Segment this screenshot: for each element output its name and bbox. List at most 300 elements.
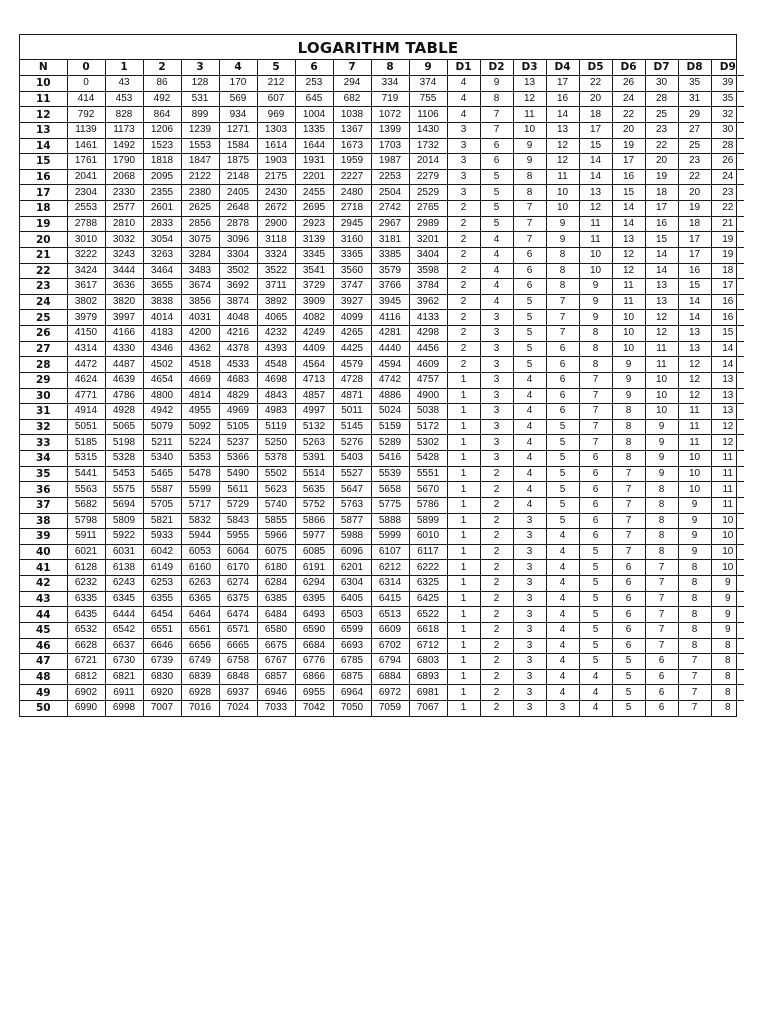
mean-difference-cell: 4 (579, 685, 612, 701)
log-value-cell: 4378 (219, 341, 257, 357)
mean-difference-cell: 3 (480, 357, 513, 373)
mean-difference-cell: 3 (513, 669, 546, 685)
mean-difference-cell: 8 (711, 701, 744, 716)
mean-difference-cell: 18 (678, 216, 711, 232)
log-value-cell: 4298 (409, 326, 447, 342)
log-value-cell: 3945 (371, 294, 409, 310)
log-value-cell: 5051 (67, 419, 105, 435)
log-value-cell: 6335 (67, 591, 105, 607)
log-value-cell: 3522 (257, 263, 295, 279)
row-number: 31 (20, 404, 67, 420)
log-value-cell: 5315 (67, 451, 105, 467)
mean-difference-cell: 7 (579, 372, 612, 388)
log-value-cell: 3674 (181, 279, 219, 295)
mean-difference-cell: 9 (678, 513, 711, 529)
log-value-cell: 2625 (181, 201, 219, 217)
log-value-cell: 1987 (371, 154, 409, 170)
row-number: 32 (20, 419, 67, 435)
mean-difference-cell: 8 (678, 576, 711, 592)
log-value-cell: 4265 (333, 326, 371, 342)
row-number: 45 (20, 622, 67, 638)
column-header: 8 (371, 60, 409, 76)
log-value-cell: 4594 (371, 357, 409, 373)
mean-difference-cell: 12 (546, 154, 579, 170)
mean-difference-cell: 5 (579, 591, 612, 607)
log-value-cell: 6702 (371, 638, 409, 654)
log-value-cell: 2227 (333, 169, 371, 185)
mean-difference-cell: 1 (447, 622, 480, 638)
log-value-cell: 1732 (409, 138, 447, 154)
log-value-cell: 6304 (333, 576, 371, 592)
mean-difference-cell: 6 (546, 372, 579, 388)
log-value-cell: 3181 (371, 232, 409, 248)
mean-difference-cell: 4 (546, 638, 579, 654)
log-value-cell: 6053 (181, 544, 219, 560)
log-value-cell: 3598 (409, 263, 447, 279)
log-value-cell: 2923 (295, 216, 333, 232)
log-value-cell: 3096 (219, 232, 257, 248)
mean-difference-cell: 4 (546, 560, 579, 576)
log-value-cell: 6684 (295, 638, 333, 654)
log-value-cell: 4456 (409, 341, 447, 357)
table-row (20, 326, 744, 342)
mean-difference-cell: 9 (678, 544, 711, 560)
log-value-cell: 5647 (333, 482, 371, 498)
row-number: 20 (20, 232, 67, 248)
log-value-cell: 3784 (409, 279, 447, 295)
log-value-cell: 2279 (409, 169, 447, 185)
mean-difference-cell: 12 (711, 435, 744, 451)
mean-difference-cell: 15 (678, 279, 711, 295)
log-value-cell: 5955 (219, 529, 257, 545)
log-value-cell: 3692 (219, 279, 257, 295)
row-number: 22 (20, 263, 67, 279)
row-number: 10 (20, 76, 67, 92)
mean-difference-cell: 4 (480, 294, 513, 310)
log-value-cell: 5263 (295, 435, 333, 451)
log-value-cell: 4969 (219, 404, 257, 420)
log-value-cell: 4728 (333, 372, 371, 388)
log-value-cell: 5172 (409, 419, 447, 435)
log-value-cell: 6646 (143, 638, 181, 654)
log-value-cell: 5977 (295, 529, 333, 545)
log-value-cell: 3404 (409, 247, 447, 263)
log-value-cell: 5705 (143, 497, 181, 513)
log-value-cell: 3483 (181, 263, 219, 279)
log-value-cell: 6345 (105, 591, 143, 607)
log-value-cell: 7042 (295, 701, 333, 716)
log-value-cell: 4771 (67, 388, 105, 404)
log-value-cell: 5065 (105, 419, 143, 435)
row-number: 30 (20, 388, 67, 404)
mean-difference-cell: 23 (645, 122, 678, 138)
log-value-cell: 1038 (333, 107, 371, 123)
mean-difference-cell: 6 (513, 247, 546, 263)
log-value-cell: 4742 (371, 372, 409, 388)
mean-difference-cell: 8 (546, 263, 579, 279)
log-value-cell: 0 (67, 76, 105, 92)
log-value-cell: 6981 (409, 685, 447, 701)
log-value-cell: 6222 (409, 560, 447, 576)
mean-difference-cell: 6 (579, 451, 612, 467)
log-value-cell: 6590 (295, 622, 333, 638)
log-value-cell: 43 (105, 76, 143, 92)
log-value-cell: 4440 (371, 341, 409, 357)
mean-difference-cell: 1 (447, 482, 480, 498)
log-value-cell: 2122 (181, 169, 219, 185)
log-value-cell: 755 (409, 91, 447, 107)
table-row (20, 232, 744, 248)
column-header: D2 (480, 60, 513, 76)
mean-difference-cell: 5 (612, 669, 645, 685)
log-value-cell: 5119 (257, 419, 295, 435)
mean-difference-cell: 8 (612, 435, 645, 451)
log-value-cell: 4200 (181, 326, 219, 342)
mean-difference-cell: 4 (513, 451, 546, 467)
mean-difference-cell: 20 (612, 122, 645, 138)
mean-difference-cell: 12 (678, 372, 711, 388)
log-value-cell: 6571 (219, 622, 257, 638)
table-row (20, 466, 744, 482)
mean-difference-cell: 22 (645, 138, 678, 154)
mean-difference-cell: 9 (711, 591, 744, 607)
row-number: 24 (20, 294, 67, 310)
mean-difference-cell: 5 (480, 185, 513, 201)
mean-difference-cell: 10 (711, 529, 744, 545)
mean-difference-cell: 4 (546, 622, 579, 638)
log-value-cell: 3032 (105, 232, 143, 248)
log-value-cell: 4014 (143, 310, 181, 326)
row-number: 13 (20, 122, 67, 138)
mean-difference-cell: 7 (678, 669, 711, 685)
log-value-cell: 212 (257, 76, 295, 92)
mean-difference-cell: 7 (579, 419, 612, 435)
mean-difference-cell: 4 (480, 247, 513, 263)
mean-difference-cell: 7 (480, 122, 513, 138)
mean-difference-cell: 3 (513, 544, 546, 560)
mean-difference-cell: 2 (480, 513, 513, 529)
mean-difference-cell: 9 (645, 466, 678, 482)
log-value-cell: 5623 (257, 482, 295, 498)
mean-difference-cell: 26 (612, 76, 645, 92)
mean-difference-cell: 6 (579, 513, 612, 529)
log-value-cell: 5490 (219, 466, 257, 482)
mean-difference-cell: 1 (447, 576, 480, 592)
log-value-cell: 5328 (105, 451, 143, 467)
mean-difference-cell: 19 (711, 232, 744, 248)
log-value-cell: 2330 (105, 185, 143, 201)
log-value-cell: 86 (143, 76, 181, 92)
mean-difference-cell: 14 (711, 357, 744, 373)
log-value-cell: 3139 (295, 232, 333, 248)
log-value-cell: 4487 (105, 357, 143, 373)
mean-difference-cell: 1 (447, 435, 480, 451)
log-value-cell: 6010 (409, 529, 447, 545)
log-value-cell: 2095 (143, 169, 181, 185)
log-value-cell: 6821 (105, 669, 143, 685)
log-value-cell: 3838 (143, 294, 181, 310)
mean-difference-cell: 12 (546, 138, 579, 154)
log-value-cell: 2878 (219, 216, 257, 232)
log-value-cell: 6964 (333, 685, 371, 701)
log-value-cell: 2068 (105, 169, 143, 185)
log-value-cell: 4786 (105, 388, 143, 404)
mean-difference-cell: 8 (546, 247, 579, 263)
mean-difference-cell: 2 (447, 310, 480, 326)
table-row (20, 185, 744, 201)
mean-difference-cell: 3 (513, 529, 546, 545)
log-value-cell: 6522 (409, 607, 447, 623)
mean-difference-cell: 6 (612, 591, 645, 607)
mean-difference-cell: 1 (447, 685, 480, 701)
log-value-cell: 6314 (371, 576, 409, 592)
log-value-cell: 2648 (219, 201, 257, 217)
log-value-cell: 6096 (333, 544, 371, 560)
log-value-cell: 4669 (181, 372, 219, 388)
mean-difference-cell: 8 (579, 341, 612, 357)
log-value-cell: 6201 (333, 560, 371, 576)
log-value-cell: 5250 (257, 435, 295, 451)
log-value-cell: 1335 (295, 122, 333, 138)
mean-difference-cell: 17 (711, 279, 744, 295)
mean-difference-cell: 11 (513, 107, 546, 123)
log-value-cell: 5809 (105, 513, 143, 529)
log-value-cell: 2989 (409, 216, 447, 232)
mean-difference-cell: 4 (546, 576, 579, 592)
log-value-cell: 6395 (295, 591, 333, 607)
mean-difference-cell: 3 (513, 622, 546, 638)
log-value-cell: 3802 (67, 294, 105, 310)
row-number: 38 (20, 513, 67, 529)
log-value-cell: 6551 (143, 622, 181, 638)
log-value-cell: 453 (105, 91, 143, 107)
table-row (20, 388, 744, 404)
log-value-cell: 3324 (257, 247, 295, 263)
log-value-cell: 5599 (181, 482, 219, 498)
table-row (20, 107, 744, 123)
log-value-cell: 6325 (409, 576, 447, 592)
mean-difference-cell: 8 (612, 404, 645, 420)
log-value-cell: 334 (371, 76, 409, 92)
log-value-cell: 1399 (371, 122, 409, 138)
mean-difference-cell: 6 (546, 404, 579, 420)
log-value-cell: 1206 (143, 122, 181, 138)
log-value-cell: 3747 (333, 279, 371, 295)
log-value-cell: 6875 (333, 669, 371, 685)
log-value-cell: 5159 (371, 419, 409, 435)
row-number: 12 (20, 107, 67, 123)
column-header: 6 (295, 60, 333, 76)
log-value-cell: 6021 (67, 544, 105, 560)
mean-difference-cell: 2 (480, 591, 513, 607)
log-value-cell: 4713 (295, 372, 333, 388)
mean-difference-cell: 8 (645, 529, 678, 545)
log-value-cell: 6776 (295, 654, 333, 670)
row-number: 11 (20, 91, 67, 107)
log-value-cell: 3856 (181, 294, 219, 310)
mean-difference-cell: 22 (711, 201, 744, 217)
log-value-cell: 3997 (105, 310, 143, 326)
row-number: 21 (20, 247, 67, 263)
mean-difference-cell: 22 (579, 76, 612, 92)
mean-difference-cell: 5 (612, 701, 645, 716)
row-number: 37 (20, 497, 67, 513)
mean-difference-cell: 6 (645, 654, 678, 670)
mean-difference-cell: 3 (447, 138, 480, 154)
mean-difference-cell: 17 (612, 154, 645, 170)
log-value-cell: 6513 (371, 607, 409, 623)
log-value-cell: 1847 (181, 154, 219, 170)
log-value-cell: 6493 (295, 607, 333, 623)
mean-difference-cell: 11 (678, 435, 711, 451)
log-value-cell: 2148 (219, 169, 257, 185)
mean-difference-cell: 9 (546, 216, 579, 232)
mean-difference-cell: 3 (480, 310, 513, 326)
log-value-cell: 5786 (409, 497, 447, 513)
mean-difference-cell: 6 (546, 388, 579, 404)
mean-difference-cell: 12 (645, 326, 678, 342)
log-value-cell: 1492 (105, 138, 143, 154)
mean-difference-cell: 14 (612, 201, 645, 217)
log-value-cell: 6042 (143, 544, 181, 560)
log-value-cell: 4955 (181, 404, 219, 420)
log-value-cell: 6866 (295, 669, 333, 685)
log-value-cell: 3385 (371, 247, 409, 263)
table-row (20, 341, 744, 357)
log-value-cell: 5132 (295, 419, 333, 435)
log-value-cell: 531 (181, 91, 219, 107)
log-value-cell: 5416 (371, 451, 409, 467)
log-value-cell: 4871 (333, 388, 371, 404)
log-value-cell: 6484 (257, 607, 295, 623)
mean-difference-cell: 6 (513, 263, 546, 279)
mean-difference-cell: 5 (579, 544, 612, 560)
row-number: 46 (20, 638, 67, 654)
mean-difference-cell: 28 (645, 91, 678, 107)
mean-difference-cell: 5 (546, 435, 579, 451)
column-header: D4 (546, 60, 579, 76)
log-value-cell: 3729 (295, 279, 333, 295)
mean-difference-cell: 7 (513, 232, 546, 248)
mean-difference-cell: 11 (678, 404, 711, 420)
log-value-cell: 6785 (333, 654, 371, 670)
mean-difference-cell: 4 (447, 91, 480, 107)
mean-difference-cell: 5 (513, 357, 546, 373)
log-value-cell: 2810 (105, 216, 143, 232)
mean-difference-cell: 1 (447, 607, 480, 623)
log-value-cell: 294 (333, 76, 371, 92)
table-row (20, 76, 744, 92)
mean-difference-cell: 2 (447, 247, 480, 263)
log-value-cell: 5635 (295, 482, 333, 498)
log-value-cell: 6149 (143, 560, 181, 576)
mean-difference-cell: 8 (645, 497, 678, 513)
log-value-cell: 6712 (409, 638, 447, 654)
mean-difference-cell: 4 (447, 76, 480, 92)
log-value-cell: 4082 (295, 310, 333, 326)
log-value-cell: 5763 (333, 497, 371, 513)
mean-difference-cell: 7 (612, 544, 645, 560)
mean-difference-cell: 4 (546, 529, 579, 545)
mean-difference-cell: 12 (612, 263, 645, 279)
log-value-cell: 4564 (295, 357, 333, 373)
mean-difference-cell: 5 (513, 294, 546, 310)
log-value-cell: 1430 (409, 122, 447, 138)
mean-difference-cell: 2 (480, 669, 513, 685)
mean-difference-cell: 14 (579, 169, 612, 185)
mean-difference-cell: 7 (645, 591, 678, 607)
mean-difference-cell: 8 (579, 357, 612, 373)
mean-difference-cell: 6 (513, 279, 546, 295)
mean-difference-cell: 5 (546, 451, 579, 467)
log-value-cell: 6542 (105, 622, 143, 638)
log-value-cell: 2833 (143, 216, 181, 232)
log-value-cell: 3160 (333, 232, 371, 248)
log-value-cell: 3054 (143, 232, 181, 248)
mean-difference-cell: 8 (480, 91, 513, 107)
log-value-cell: 6998 (105, 701, 143, 716)
table-title: LOGARITHM TABLE (20, 35, 736, 60)
mean-difference-cell: 14 (678, 294, 711, 310)
log-value-cell: 4183 (143, 326, 181, 342)
mean-difference-cell: 1 (447, 638, 480, 654)
log-value-cell: 6599 (333, 622, 371, 638)
mean-difference-cell: 2 (480, 544, 513, 560)
log-value-cell: 4983 (257, 404, 295, 420)
log-value-cell: 4886 (371, 388, 409, 404)
log-value-cell: 6955 (295, 685, 333, 701)
log-value-cell: 6435 (67, 607, 105, 623)
log-value-cell: 5378 (257, 451, 295, 467)
table-row (20, 482, 744, 498)
mean-difference-cell: 5 (579, 576, 612, 592)
log-value-cell: 4639 (105, 372, 143, 388)
log-value-cell: 6730 (105, 654, 143, 670)
log-value-cell: 5024 (371, 404, 409, 420)
log-value-cell: 5478 (181, 466, 219, 482)
log-value-cell: 3502 (219, 263, 257, 279)
mean-difference-cell: 2 (447, 232, 480, 248)
mean-difference-cell: 10 (711, 544, 744, 560)
mean-difference-cell: 5 (612, 654, 645, 670)
mean-difference-cell: 8 (711, 685, 744, 701)
mean-difference-cell: 7 (546, 310, 579, 326)
mean-difference-cell: 1 (447, 372, 480, 388)
log-value-cell: 4914 (67, 404, 105, 420)
mean-difference-cell: 4 (513, 419, 546, 435)
log-value-cell: 6170 (219, 560, 257, 576)
mean-difference-cell: 35 (678, 76, 711, 92)
log-value-cell: 5353 (181, 451, 219, 467)
log-value-cell: 4031 (181, 310, 219, 326)
log-value-cell: 6128 (67, 560, 105, 576)
mean-difference-cell: 16 (612, 169, 645, 185)
mean-difference-cell: 9 (513, 138, 546, 154)
table-row (20, 419, 744, 435)
mean-difference-cell: 8 (678, 607, 711, 623)
log-value-cell: 7050 (333, 701, 371, 716)
log-value-cell: 2900 (257, 216, 295, 232)
log-value-cell: 128 (181, 76, 219, 92)
mean-difference-cell: 31 (678, 91, 711, 107)
mean-difference-cell: 4 (546, 669, 579, 685)
mean-difference-cell: 6 (579, 466, 612, 482)
log-value-cell: 6839 (181, 669, 219, 685)
row-number: 43 (20, 591, 67, 607)
log-value-cell: 1703 (371, 138, 409, 154)
mean-difference-cell: 11 (711, 497, 744, 513)
mean-difference-cell: 10 (711, 513, 744, 529)
